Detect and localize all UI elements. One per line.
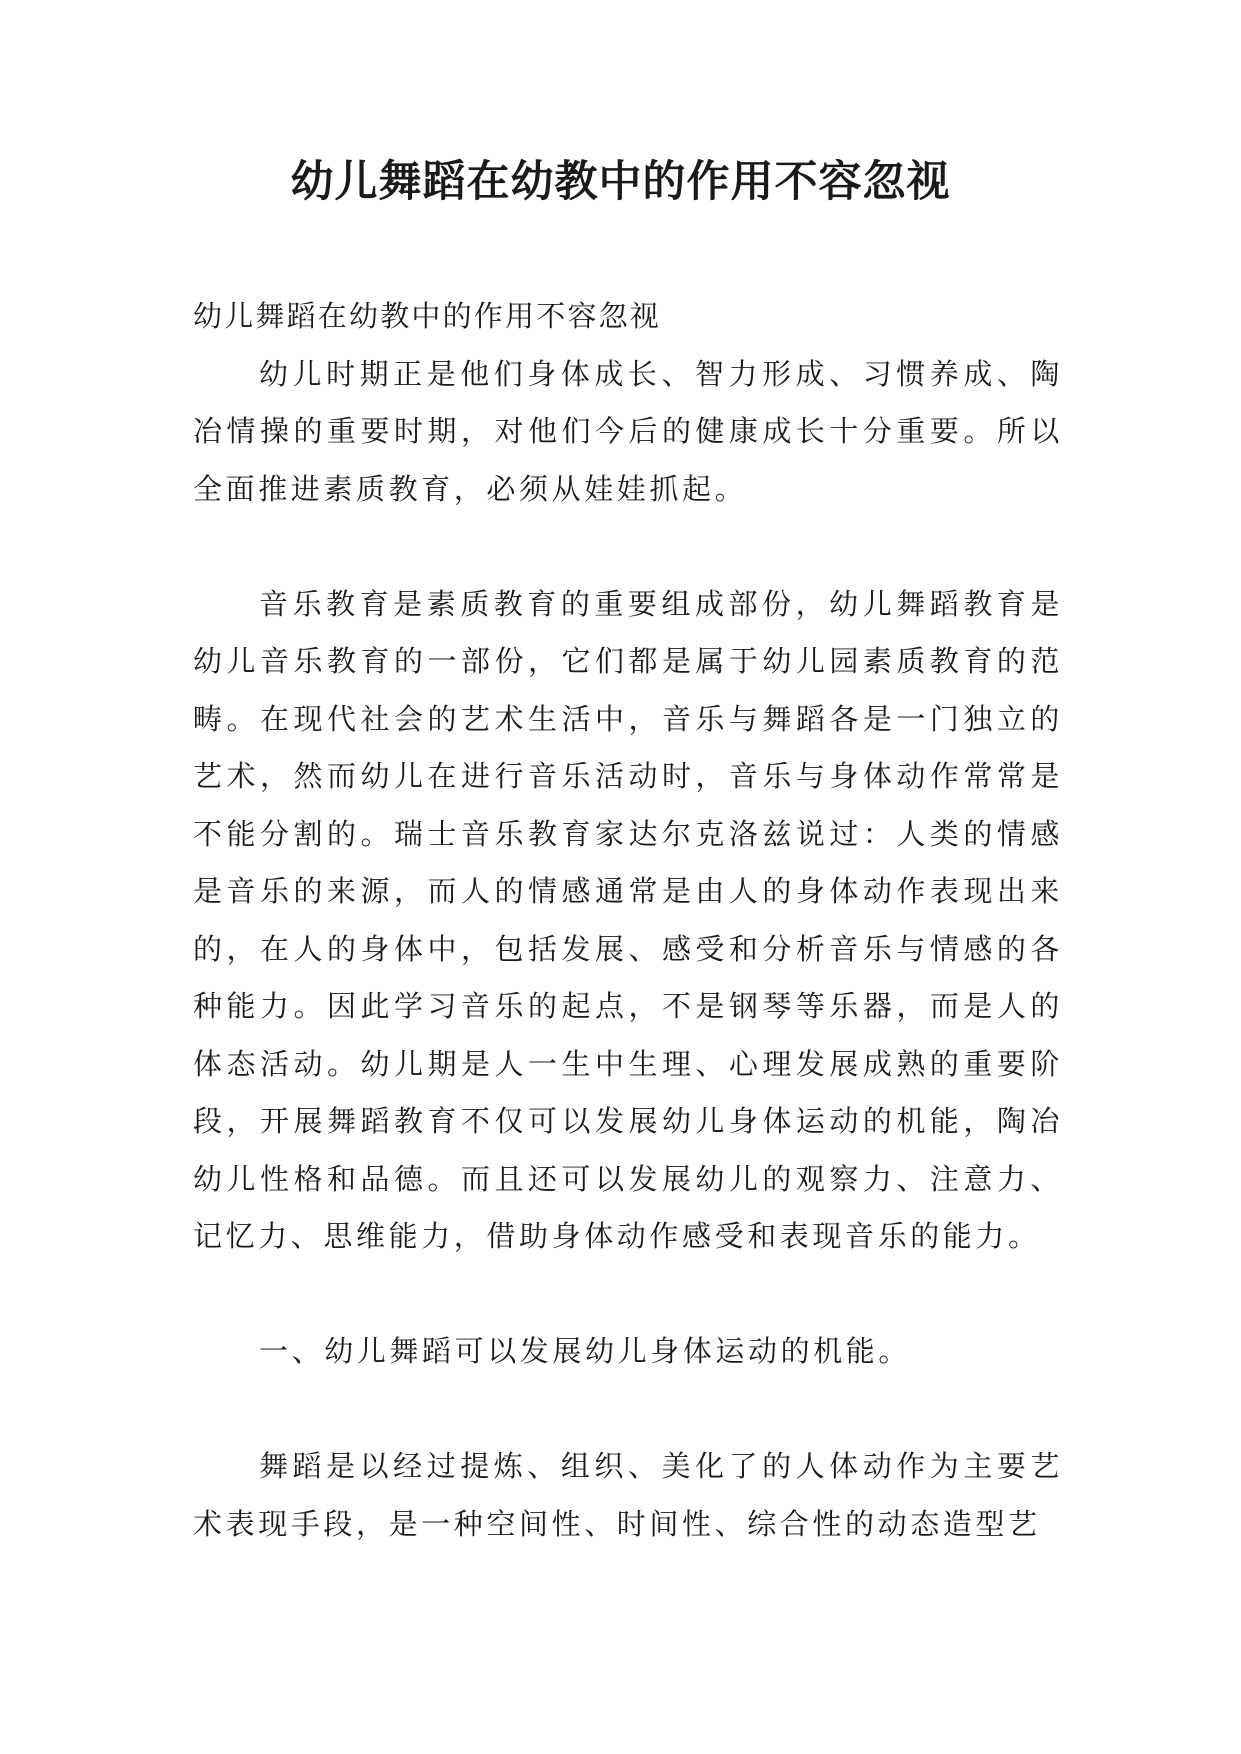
paragraph-3: 舞蹈是以经过提炼、组织、美化了的人体动作为主要艺术表现手段，是一种空间性、时间性、综合性的动态造型艺: [193, 1449, 1063, 1541]
document-body: [193, 288, 1063, 1553]
paragraph-2: 音乐教育是素质教育的重要组成部份，幼儿舞蹈教育是幼儿音乐教育的一部份，它们都是属于幼儿园素质教育的范畴。在现代社会的艺术生活中，音乐与舞蹈各是一门独立的艺术，然而幼儿在进行音乐活动时，音乐与身体动作常常是不能分割的。瑞士音乐教育家达尔克洛兹说过：人类的情感是音乐的来源，而人的情感通常是由人的身体动作表现出来的，在人的身体中，包括发展、感受和分析音乐与情感的各种能力。因此学习音乐的起点，不是钢琴等乐器，而是人的体态活动。幼儿期是人一生中生理、心理发展成熟的重要阶段，开展舞蹈教育不仅可以发展幼儿身体运动的机能，陶冶幼儿性格和品德。而且还可以发展幼儿的观察力、注意力、记忆力、思维能力，借助身体动作感受和表现音乐的能力。: [193, 586, 1063, 1253]
paragraph-1: 幼儿时期正是他们身体成长、智力形成、习惯养成、陶冶情操的重要时期，对他们今后的健康成长十分重要。所以全面推进素质教育，必须从娃娃抓起。: [193, 356, 1063, 506]
document-subtitle: 幼儿舞蹈在幼教中的作用不容忽视: [193, 299, 662, 333]
paragraph-gap: [193, 518, 1063, 576]
paragraph-gap: [193, 1266, 1063, 1324]
paragraph-gap: [193, 1381, 1063, 1439]
document-title: 幼儿舞蹈在幼教中的作用不容忽视: [290, 157, 951, 207]
section-heading-1: 一、幼儿舞蹈可以发展幼儿身体运动的机能。: [259, 1334, 912, 1368]
